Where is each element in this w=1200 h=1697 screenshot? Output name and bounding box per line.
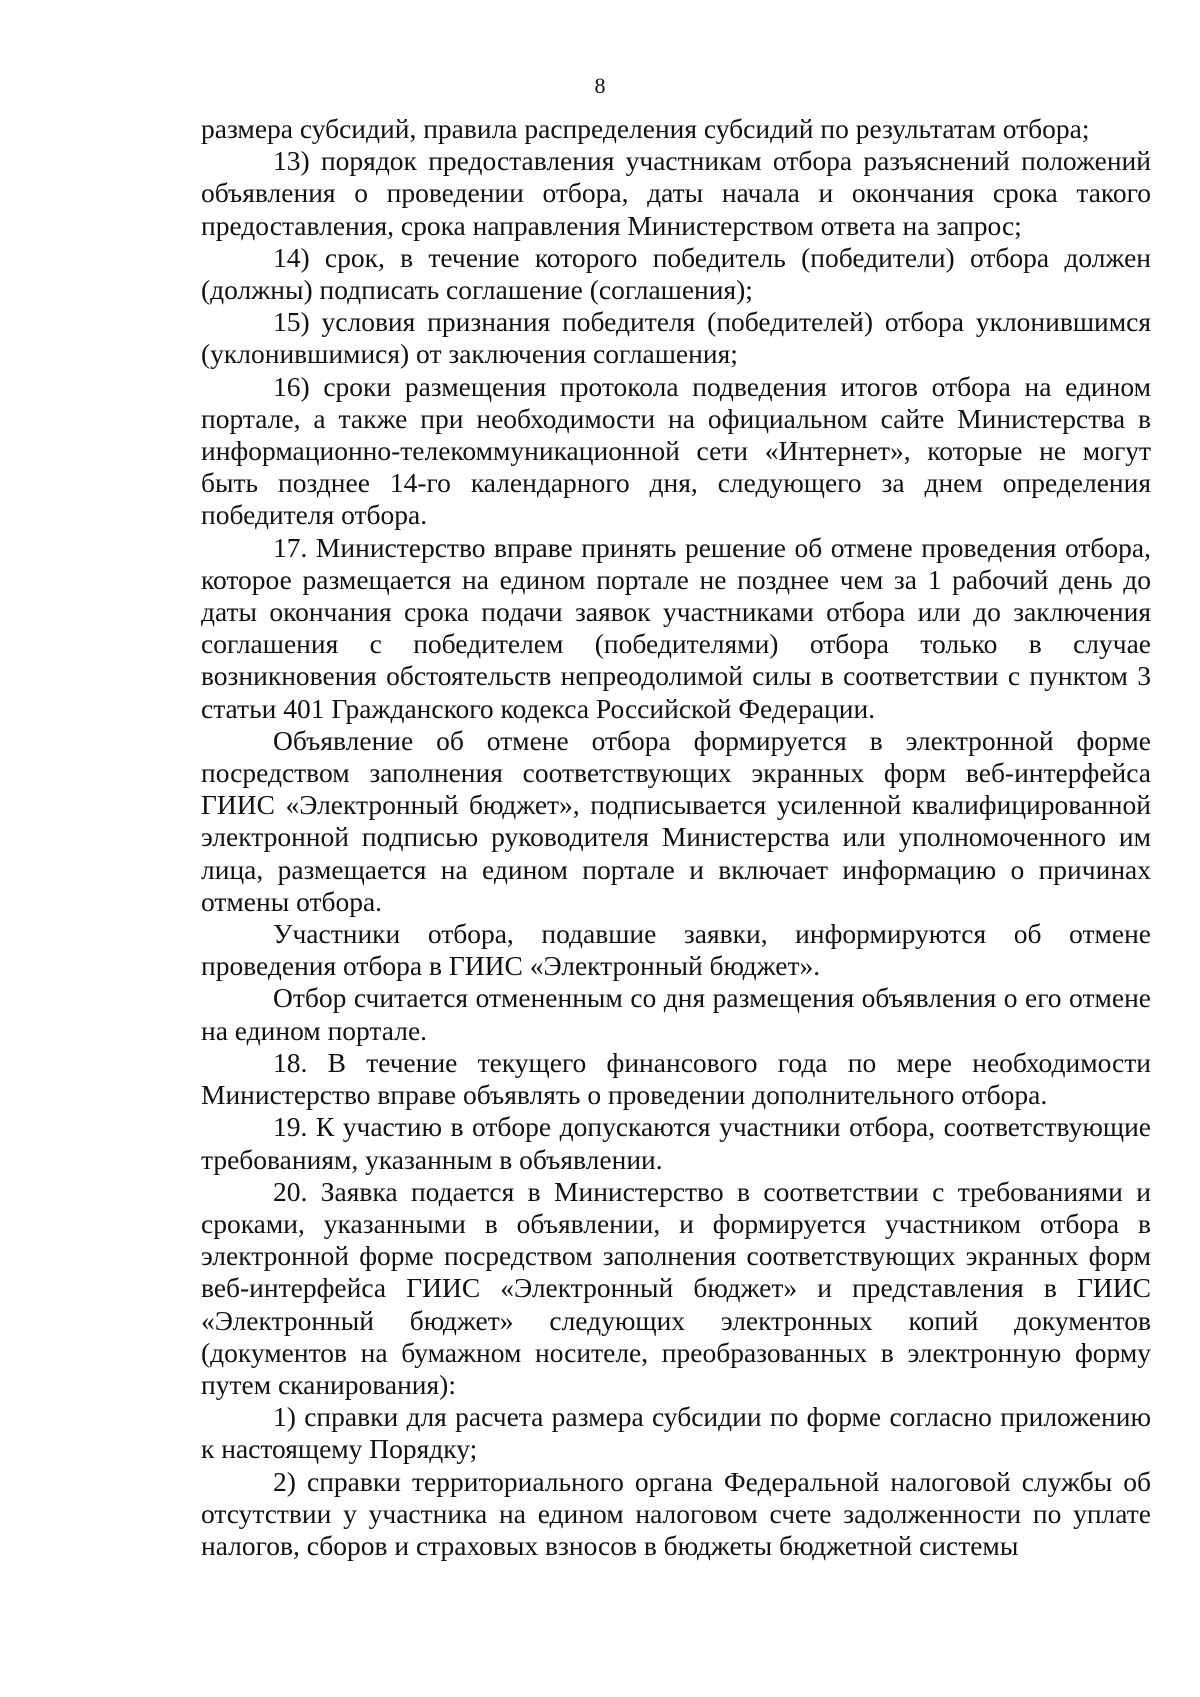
paragraph-item-15: 15) условия признания победителя (победителей) отбора уклонившимся (уклонившимися) от заключения соглашения;	[201, 306, 1151, 370]
paragraph-item-16: 16) сроки размещения протокола подведения итогов отбора на едином портале, а также при необходимости на официальном сайте Министерства в информационно-телекоммуникационной сети «Интернет», которые не могут быть позднее 14-го календарного дня, следующего за днем определения победителя отбора.	[201, 370, 1151, 531]
paragraph-cancellation-notice: Объявление об отмене отбора формируется в электронной форме посредством заполнения соответствующих экранных форм веб-интерфейса ГИИС «Электронный бюджет», подписывается усиленной квалифицированной электронной подписью руководителя Министерства или уполномоченного им лица, размещается на едином портале и включает информацию о причинах отмены отбора.	[201, 724, 1151, 917]
paragraph-selection-cancelled: Отбор считается отмененным со дня размещения объявления о его отмене на едином портале.	[201, 982, 1151, 1046]
paragraph-clause-20: 20. Заявка подается в Министерство в соответствии с требованиями и сроками, указанными в объявлении, и формируется участником отбора в электронной форме посредством заполнения соответствующих экранных форм веб-интерфейса ГИИС «Электронный бюджет» и представления в ГИИС «Электронный бюджет» следующих электронных копий документов (документов на бумажном носителе, преобразованных в электронную форму путем сканирования):	[201, 1175, 1151, 1400]
document-body	[201, 113, 1151, 1562]
paragraph-subitem-2: 2) справки территориального органа Федеральной налоговой службы об отсутствии у участника на едином налоговом счете задолженности по уплате налогов, сборов и страховых взносов в бюджеты бюджетной системы	[201, 1465, 1151, 1561]
paragraph-item-14: 14) срок, в течение которого победитель (победители) отбора должен (должны) подписать соглашение (соглашения);	[201, 241, 1151, 306]
paragraph-participants-informed: Участники отбора, подавшие заявки, информируются об отмене проведения отбора в ГИИС «Электронный бюджет».	[201, 918, 1151, 982]
paragraph-clause-19: 19. К участию в отборе допускаются участники отбора, соответствующие требованиям, указанным в объявлении.	[201, 1111, 1151, 1175]
page-number: 8	[594, 73, 606, 98]
paragraph-item-13: 13) порядок предоставления участникам отбора разъяснений положений объявления о проведении отбора, даты начала и окончания срока такого предоставления, срока направления Министерством ответа на запрос;	[201, 145, 1151, 241]
paragraph-clause-18: 18. В течение текущего финансового года по мере необходимости Министерство вправе объявлять о проведении дополнительного отбора.	[201, 1046, 1151, 1111]
paragraph-subitem-1: 1) справки для расчета размера субсидии по форме согласно приложению к настоящему Порядку;	[201, 1401, 1151, 1465]
paragraph-clause-17: 17. Министерство вправе принять решение об отмене проведения отбора, которое размещается на едином портале не позднее чем за 1 рабочий день до даты окончания срока подачи заявок участниками отбора или до заключения соглашения с победителем (победителями) отбора только в случае возникновения обстоятельств непреодолимой силы в соответствии с пунктом 3 статьи 401 Гражданского кодекса Российской Федерации.	[201, 531, 1151, 724]
paragraph-continuation: размера субсидий, правила распределения субсидий по результатам отбора;	[201, 113, 1090, 144]
